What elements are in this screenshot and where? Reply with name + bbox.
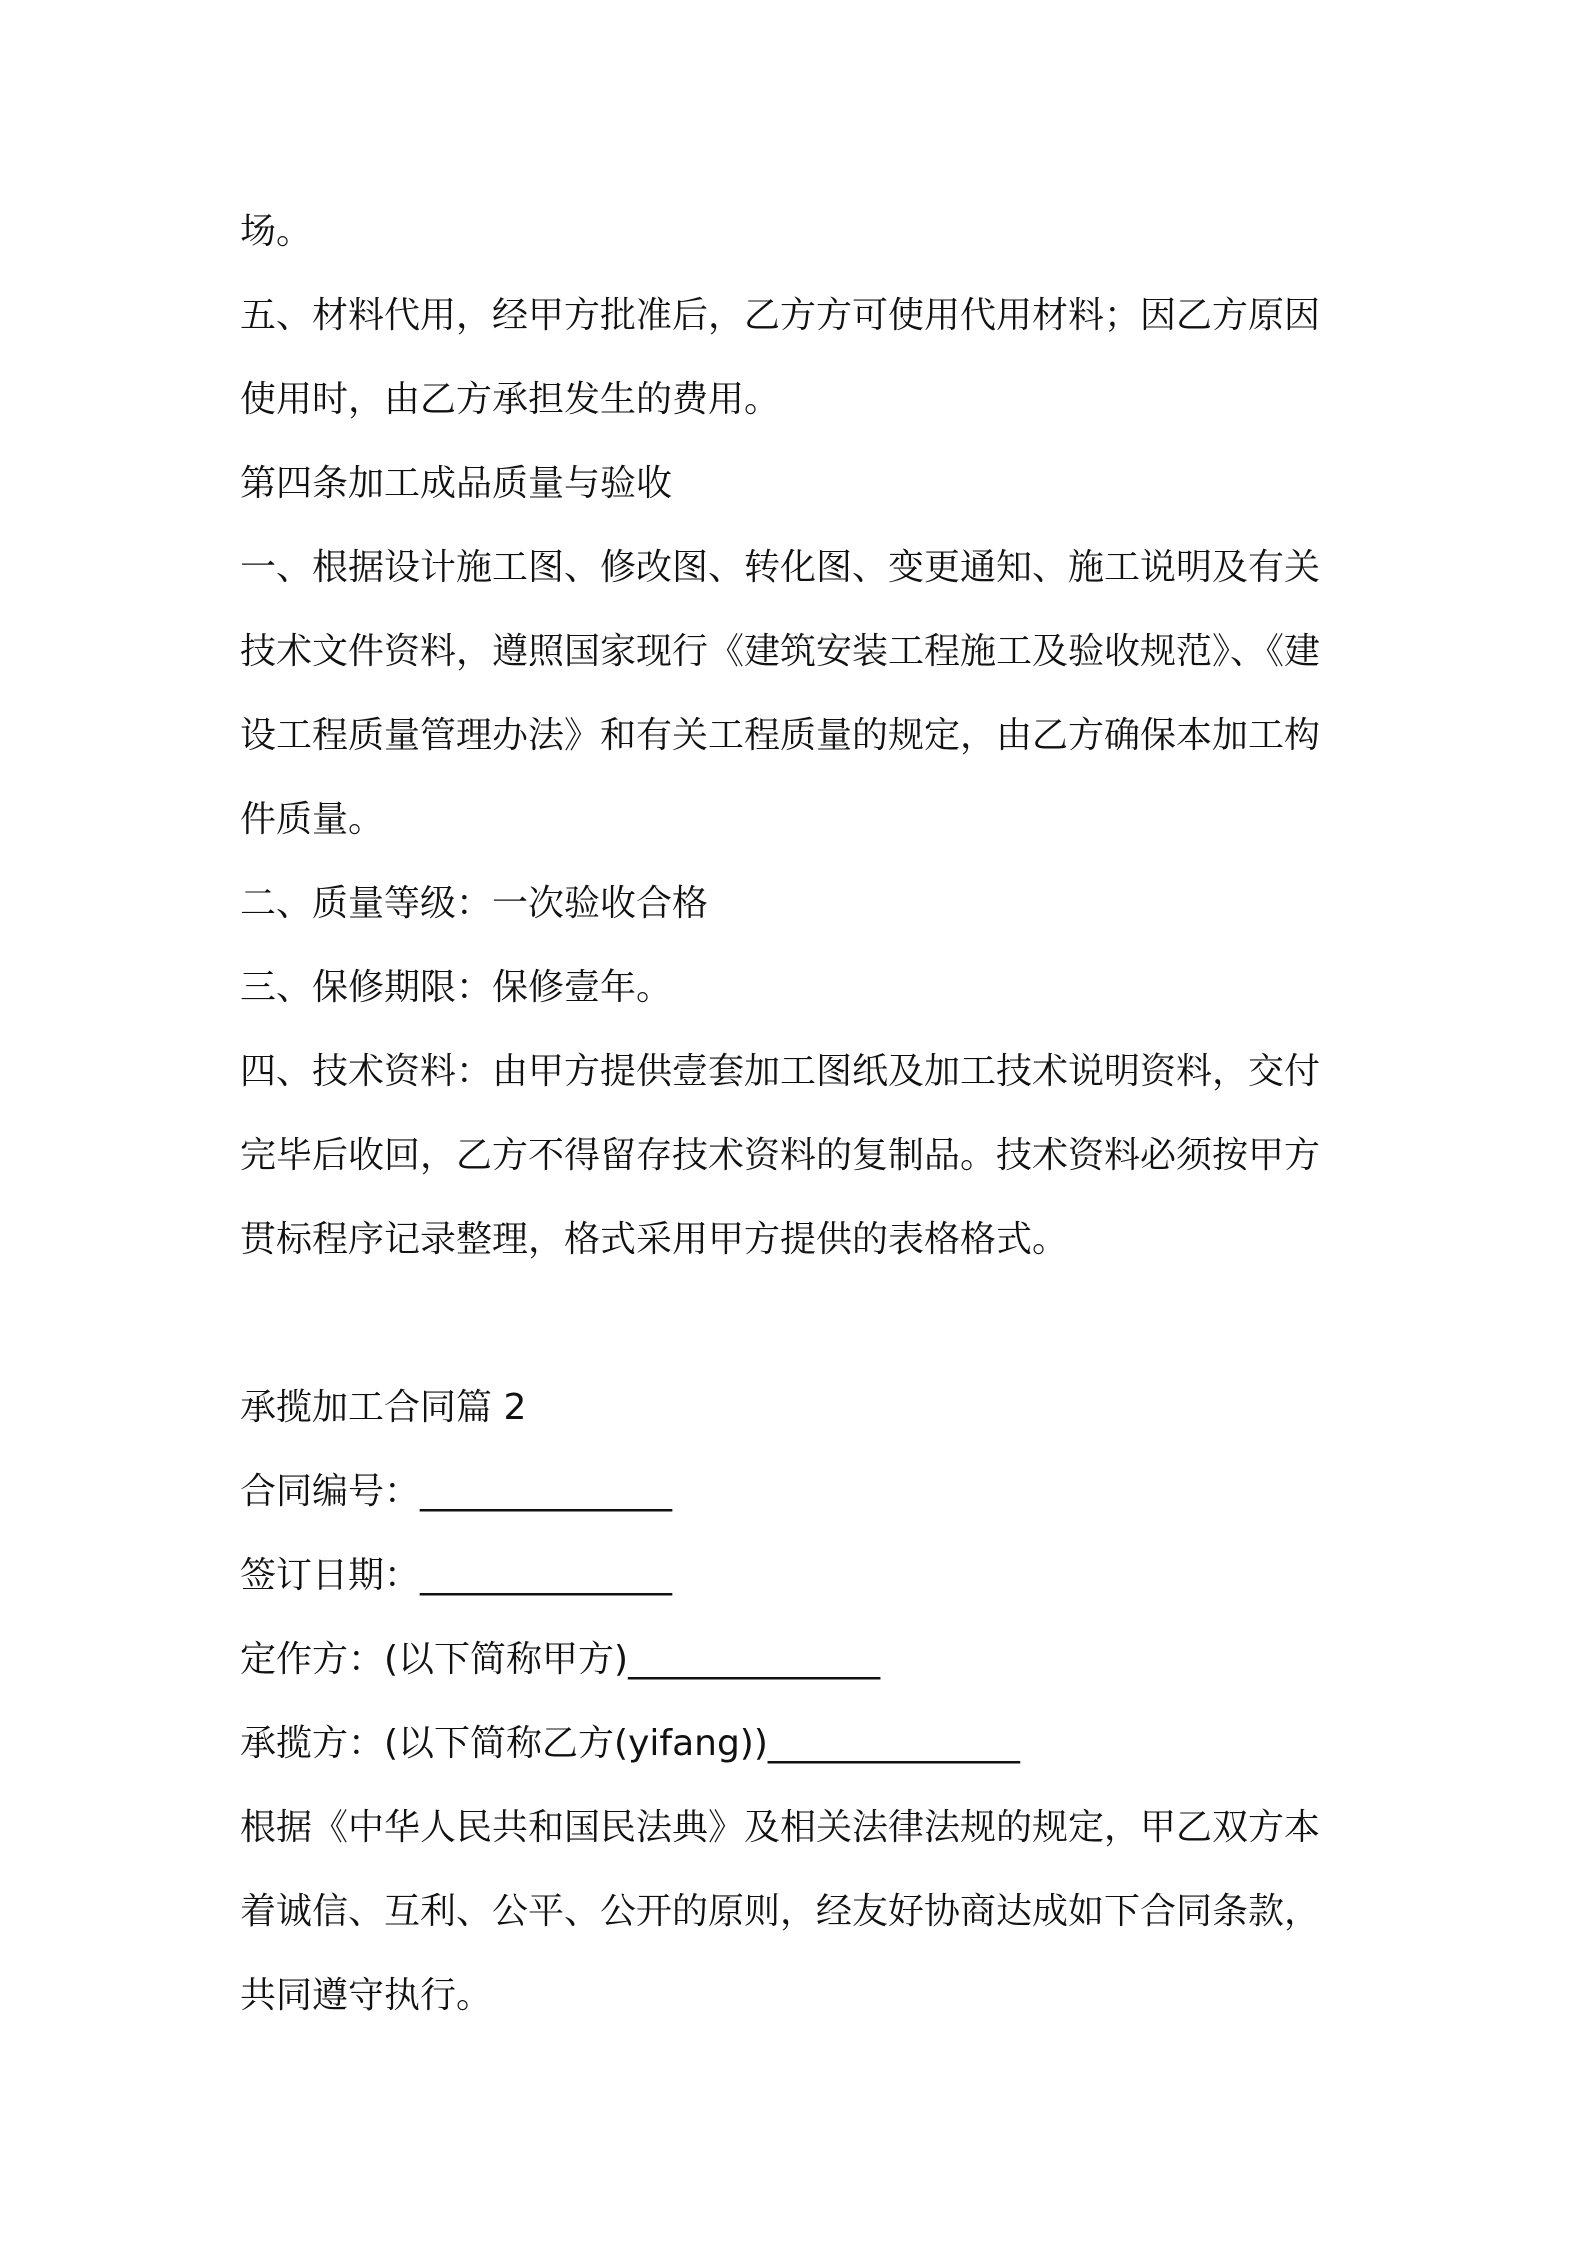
section-spacer xyxy=(240,1282,1366,1366)
contract-title: 承揽加工合同篇 2 xyxy=(240,1387,527,1428)
text-line: 技术文件资料，遵照国家现行《建筑安装工程施工及验收规范》、《建 xyxy=(240,631,1321,672)
text-line: 使用时，由乙方承担发生的费用。 xyxy=(240,379,781,420)
text-line: 完毕后收回，乙方不得留存技术资料的复制品。技术资料必须按甲方 xyxy=(240,1135,1321,1176)
party-a-field: 定作方：(以下简称甲方)______________ xyxy=(240,1639,881,1680)
text-line: 件质量。 xyxy=(240,799,385,840)
text-line: 场。 xyxy=(240,211,313,252)
text-line: 共同遵守执行。 xyxy=(240,1975,493,2016)
signing-date-field: 签订日期：______________ xyxy=(240,1555,673,1596)
text-line: 设工程质量管理办法》和有关工程质量的规定，由乙方确保本加工构 xyxy=(240,715,1321,756)
text-line: 根据《中华人民共和国民法典》及相关法律法规的规定，甲乙双方本 xyxy=(240,1807,1321,1848)
text-line: 二、质量等级：一次验收合格 xyxy=(240,883,709,924)
text-line: 四、技术资料：由甲方提供壹套加工图纸及加工技术说明资料，交付 xyxy=(240,1051,1321,1092)
text-line: 贯标程序记录整理，格式采用甲方提供的表格格式。 xyxy=(240,1219,1069,1260)
party-b-field: 承揽方：(以下简称乙方(yifang))______________ xyxy=(240,1723,1020,1764)
text-line: 五、材料代用，经甲方批准后，乙方方可使用代用材料；因乙方原因 xyxy=(240,295,1321,336)
text-line: 一、根据设计施工图、修改图、转化图、变更通知、施工说明及有关 xyxy=(240,547,1321,588)
text-line: 三、保修期限：保修壹年。 xyxy=(240,967,673,1008)
section-heading: 第四条加工成品质量与验收 xyxy=(240,463,673,504)
text-line: 着诚信、互利、公平、公开的原则，经友好协商达成如下合同条款， xyxy=(240,1891,1321,1932)
document-body xyxy=(240,190,1366,2038)
contract-number-field: 合同编号：______________ xyxy=(240,1471,673,1512)
